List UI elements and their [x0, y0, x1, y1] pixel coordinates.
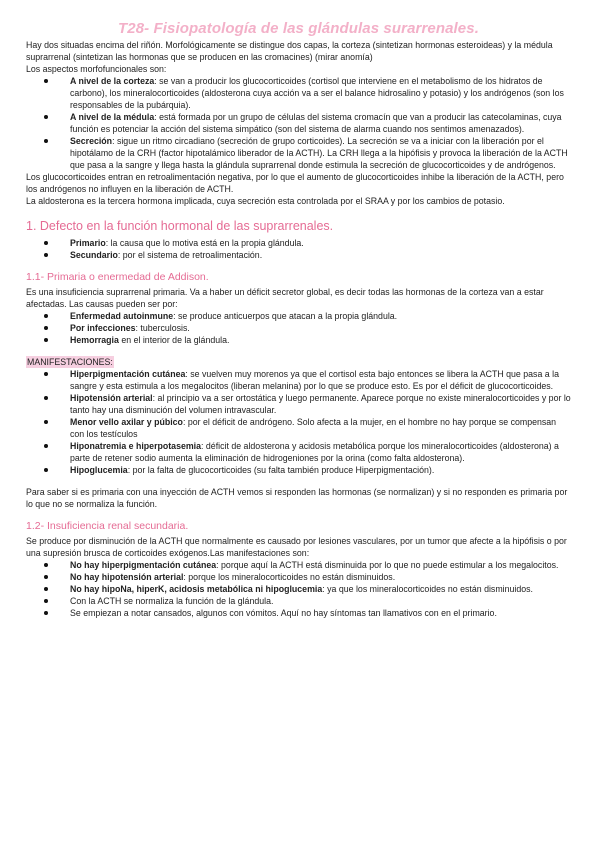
- list-item: Secundario: por el sistema de retroalimentación.: [26, 249, 571, 261]
- list-item: No hay hipotensión arterial: porque los mineralocorticoides no están disminuidos.: [26, 571, 571, 583]
- manifestations-label: MANIFESTACIONES:: [27, 357, 113, 367]
- section-1-1-heading: 1.1- Primaria o enermedad de Addison.: [26, 271, 209, 283]
- section-1-2-list: [26, 559, 571, 619]
- section-1-2-paragraph: Se produce por disminución de la ACTH que normalmente es causado por lesiones vasculares, por un tumor que afecte a la hipófisis o por una supresión brusca de corticoides exógenos.Las manifestaciones son:: [26, 536, 567, 558]
- list-item: No hay hiperpigmentación cutánea: porque aquí la ACTH está disminuida por lo que no puede estimular a los megalocitos.: [26, 559, 571, 571]
- list-item: Enfermedad autoinmune: se produce anticuerpos que atacan a la propia glándula.: [26, 310, 571, 322]
- list-item: No hay hipoNa, hiperK, acidosis metabólica ni hipoglucemia: ya que los mineralocorticoides no están disminuidos.: [26, 583, 571, 595]
- list-item: A nivel de la corteza: se van a producir los glucocorticoides (cortisol que interviene en el metabolismo de los hidratos de carbono), los mineralocorticoides (aldosterona cuya acción va a ser el balance hidrosalino y potasio) y los andrógenos (son los responsables de la pubárquia).: [26, 75, 571, 111]
- intro-paragraph-3: Los glucocorticoides entran en retroalimentación negativa, por lo que el aumento de glucocorticoides inhibe la liberación de la ACTH, pero los andrógenos no influyen en la liberación de ACTH.: [26, 172, 564, 194]
- list-item: Primario: la causa que lo motiva está en la propia glándula.: [26, 237, 571, 249]
- section-1-2-heading: 1.2- Insuficiencia renal secundaria.: [26, 520, 189, 532]
- list-item: Con la ACTH se normaliza la función de la glándula.: [26, 595, 571, 607]
- list-item: Secreción: sigue un ritmo circadiano (secreción de grupo corticoides). La secreción se va a iniciar con la liberación por el hipotálamo de la CRH (factor hipotalámico liberador de la ACTH). La CRH llega a la hipófisis y provoca la liberación de la ACTH que pasa a la sangre y llega hasta la glándula suprarrenal donde estimula la secreción de glucocorticoides y de andrógenos.: [26, 135, 571, 171]
- causes-list: [26, 310, 571, 346]
- manifestations-list: [26, 368, 571, 476]
- intro-paragraph-2: Los aspectos morfofuncionales son:: [26, 64, 167, 74]
- section-1-1-conclusion: Para saber si es primaria con una inyección de ACTH vemos si responden las hormonas (se normalizan) y si no responden es primaria por lo que no se normaliza la función.: [26, 487, 568, 509]
- list-item: Hemorragia en el interior de la glándula.: [26, 334, 571, 346]
- list-item: Se empiezan a notar cansados, algunos con vómitos. Aquí no hay síntomas tan llamativos con en el primario.: [26, 607, 571, 619]
- list-item: A nivel de la médula: está formada por un grupo de células del sistema cromacín que van a producir las catecolaminas, cuya función es potenciar la acción del sistema simpático (son del sistema de alarma cuando nos sentimos amenazados).: [26, 111, 571, 135]
- section-1-list: [26, 237, 571, 261]
- page-title: T28- Fisiopatología de las glándulas surarrenales.: [118, 20, 479, 37]
- intro-paragraph-1: Hay dos situadas encima del riñón. Morfológicamente se distingue dos capas, la corteza (sintetizan hormonas esteroideas) y la médula suprarrenal (sintetizan las hormonas que se producen en las cromacines) (mirar anomía): [26, 40, 553, 62]
- intro-paragraph-4: La aldosterona es la tercera hormona implicada, cuya secreción esta controlada por el SRAA y por los cambios de potasio.: [26, 196, 505, 206]
- list-item: Hiperpigmentación cutánea: se vuelven muy morenos ya que el cortisol esta bajo entonces se libera la ACTH que pasa a la sangre y esta estimula a los megalocitos (liberan melanina) por lo que se produce esto. Es por el déficit de glucocorticoides.: [26, 368, 571, 392]
- list-item: Menor vello axilar y púbico: por el déficit de andrógeno. Solo afecta a la mujer, en el hombre no hay porque se compensan con los testículos: [26, 416, 571, 440]
- intro-list: [26, 75, 571, 171]
- list-item: Hipotensión arterial: al principio va a ser ortostática y luego permanente. Aparece porque no existe mineralocorticoides y por lo tanto hay una disminución del volumen intravascular.: [26, 392, 571, 416]
- list-item: Por infecciones: tuberculosis.: [26, 322, 571, 334]
- section-1-heading: 1. Defecto en la función hormonal de las suprarrenales.: [26, 219, 334, 233]
- list-item: Hiponatremia e hiperpotasemia: déficit de aldosterona y acidosis metabólica porque los mineralocorticoides (aldosterona) a parte de retener sodio aumenta la eliminación de hidrogeniones por la orina (como falta aldosterona).: [26, 440, 571, 464]
- list-item: Hipoglucemia: por la falta de glucocorticoides (su falta también produce Hiperpigmentación).: [26, 464, 571, 476]
- section-1-1-paragraph: Es una insuficiencia suprarrenal primaria. Va a haber un déficit secretor global, es decir todas las hormonas de la corteza van a estar afectadas. Las causas pueden ser por:: [26, 287, 544, 309]
